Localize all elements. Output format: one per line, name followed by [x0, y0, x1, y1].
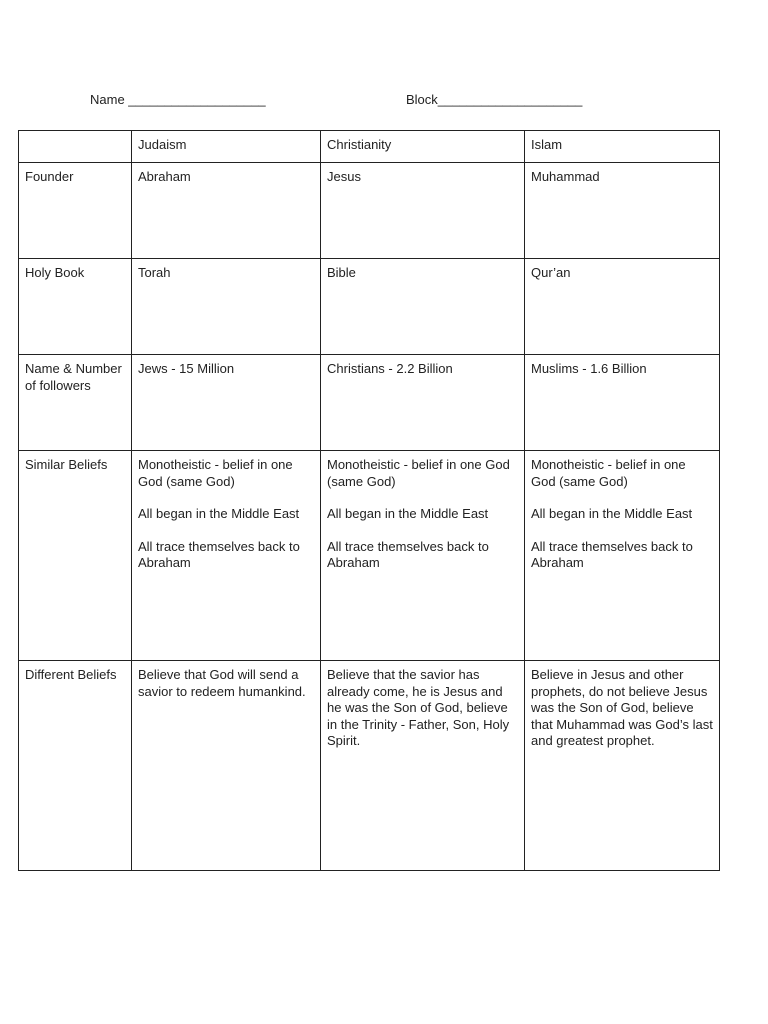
similar-islam-monotheistic: Monotheistic - belief in one God (same God) [531, 457, 686, 489]
table-row-followers [19, 355, 720, 451]
row-label-similar-beliefs: Similar Beliefs [19, 451, 132, 661]
table-row-different-beliefs [19, 661, 720, 871]
cell-founder-christianity: Jesus [321, 163, 525, 259]
row-label-holy-book: Holy Book [19, 259, 132, 355]
cell-similar-judaism [132, 451, 321, 661]
cell-holy-book-judaism: Torah [132, 259, 321, 355]
name-field-label: Name ___________________ [90, 92, 266, 107]
table-row-holy-book [19, 259, 720, 355]
header-cell-islam: Islam [525, 131, 720, 163]
row-label-followers: Name & Number of followers [19, 355, 132, 451]
table-row-founder [19, 163, 720, 259]
header-cell-judaism: Judaism [132, 131, 321, 163]
cell-founder-islam: Muhammad [525, 163, 720, 259]
similar-islam-middle-east: All began in the Middle East [531, 506, 693, 521]
cell-different-islam: Believe in Jesus and other prophets, do not believe Jesus was the Son of God, believe that Muhammad was God’s last and greatest prophet. [525, 661, 720, 871]
cell-different-judaism: Believe that God will send a savior to redeem humankind. [132, 661, 321, 871]
cell-followers-judaism: Jews - 15 Million [132, 355, 321, 451]
cell-different-christianity: Believe that the savior has already come, he is Jesus and he was the Son of God, believe in the Trinity - Father, Son, Holy Spirit. [321, 661, 525, 871]
similar-christianity-monotheistic: Monotheistic - belief in one God (same God) [327, 457, 510, 489]
row-label-different-beliefs: Different Beliefs [19, 661, 132, 871]
cell-followers-islam: Muslims - 1.6 Billion [525, 355, 720, 451]
header-cell-empty [19, 131, 132, 163]
cell-holy-book-islam: Qur’an [525, 259, 720, 355]
table-row-similar-beliefs [19, 451, 720, 661]
similar-islam-abraham: All trace themselves back to Abraham [531, 538, 693, 570]
row-label-founder: Founder [19, 163, 132, 259]
cell-similar-islam [525, 451, 720, 661]
cell-holy-book-christianity: Bible [321, 259, 525, 355]
similar-judaism-abraham: All trace themselves back to Abraham [138, 538, 300, 570]
cell-followers-christianity: Christians - 2.2 Billion [321, 355, 525, 451]
similar-christianity-middle-east: All began in the Middle East [327, 506, 489, 521]
block-field-label: Block____________________ [406, 92, 583, 107]
religion-comparison-table [18, 130, 720, 871]
cell-similar-christianity [321, 451, 525, 661]
cell-founder-judaism: Abraham [132, 163, 321, 259]
similar-judaism-monotheistic: Monotheistic - belief in one God (same God) [138, 457, 293, 489]
table-header-row [19, 131, 720, 163]
similar-christianity-abraham: All trace themselves back to Abraham [327, 538, 489, 570]
similar-judaism-middle-east: All began in the Middle East [138, 506, 300, 521]
header-cell-christianity: Christianity [321, 131, 525, 163]
